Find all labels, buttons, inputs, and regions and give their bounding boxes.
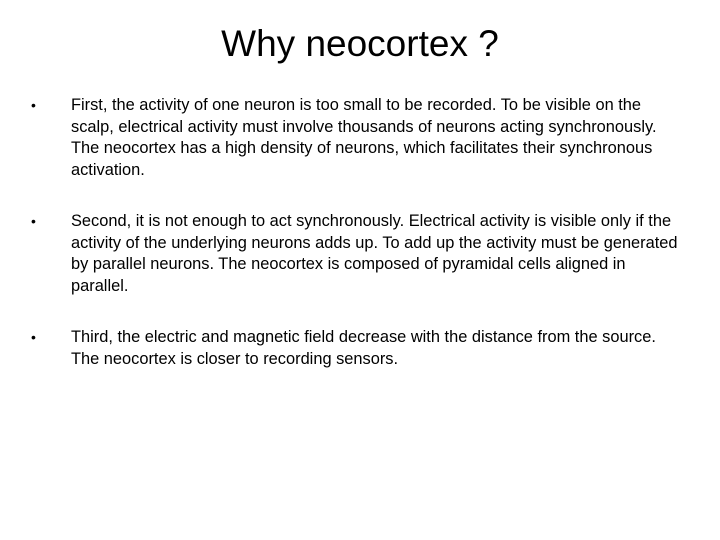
bullet-item-second — [0, 211, 720, 297]
bullet-text: Second, it is not enough to act synchronously. Electrical activity is visible only if the activity of the underlying neurons adds up. To add up the activity must be generated by parallel neurons. The neocortex is composed of pyramidal cells aligned in parallel. — [71, 212, 678, 295]
bullet-text: Third, the electric and magnetic field decrease with the distance from the source. The neocortex is closer to recording sensors. — [71, 328, 656, 368]
slide-title: Why neocortex ? — [221, 23, 499, 64]
bullet-marker: • — [31, 213, 36, 229]
bullet-marker: • — [31, 97, 36, 113]
bullet-list — [0, 95, 720, 400]
bullet-item-third — [0, 327, 720, 370]
bullet-marker: • — [31, 329, 36, 345]
bullet-text: First, the activity of one neuron is too small to be recorded. To be visible on the scalp, electrical activity must involve thousands of neurons acting synchronously. The neocortex has a high density of neurons, which facilitates their synchronous activation. — [71, 96, 657, 179]
bullet-item-first — [0, 95, 720, 181]
